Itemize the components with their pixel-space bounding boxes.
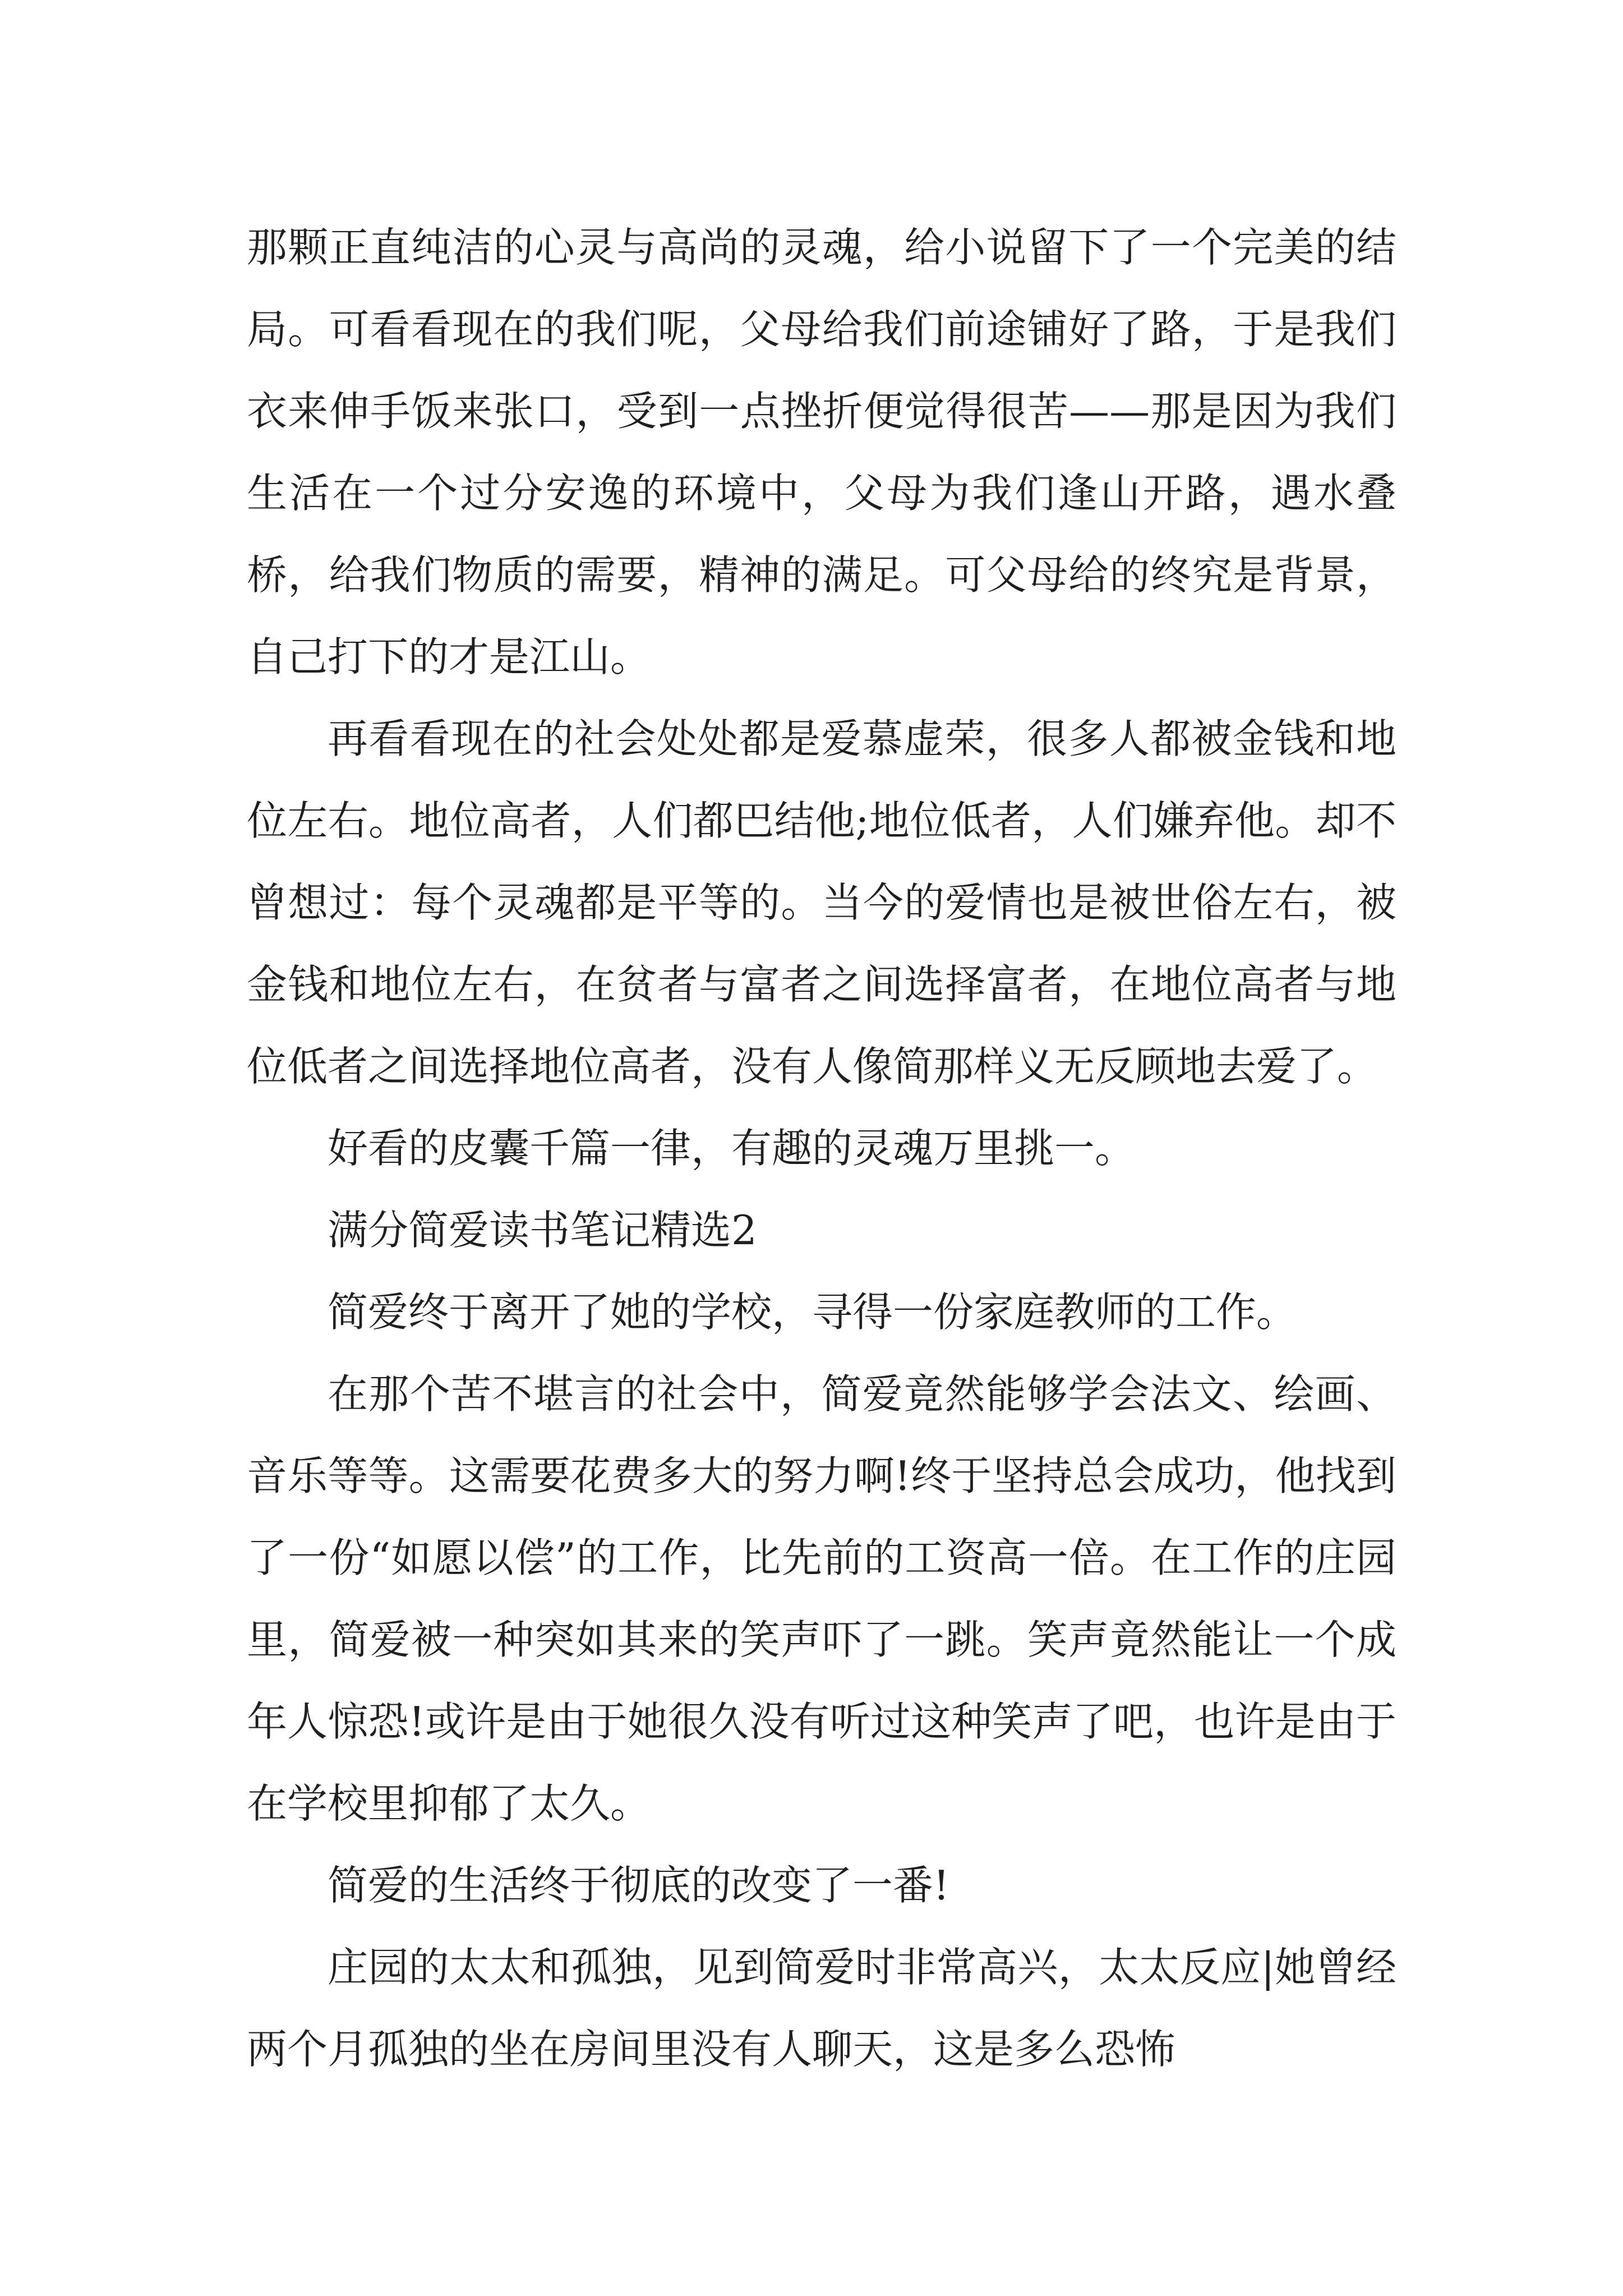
paragraph-1: 那颗正直纯洁的心灵与高尚的灵魂，给小说留下了一个完美的结局。可看看现在的我们呢，父母给我们前途铺好了路，于是我们衣来伸手饭来张口，受到一点挫折便觉得很苦——那是因为我们生活在一个过分安逸的环境中，父母为我们逢山开路，遇水叠桥，给我们物质的需要，精神的满足。可父母给的终究是背景，自己打下的才是江山。 bbox=[247, 224, 1396, 680]
paragraph-5: 在那个苦不堪言的社会中，简爱竟然能够学会法文、绘画、音乐等等。这需要花费多大的努力啊!终于坚持总会成功，他找到了一份“如愿以偿”的工作，比先前的工资高一倍。在工作的庄园里，简爱被一种突如其来的笑声吓了一跳。笑声竟然能让一个成年人惊恐!或许是由于她很久没有听过这种笑声了吧，也许是由于在学校里抑郁了太久。 bbox=[247, 1370, 1396, 1827]
paragraph-4: 简爱终于离开了她的学校，寻得一份家庭教师的工作。 bbox=[328, 1289, 1297, 1336]
paragraph-7: 庄园的太太和孤独，见到简爱时非常高兴，太太反应|她曾经两个月孤独的坐在房间里没有人聊天，这是多么恐怖 bbox=[247, 1944, 1396, 2073]
body-text bbox=[247, 206, 1396, 2090]
section-heading: 满分简爱读书笔记精选2 bbox=[328, 1207, 757, 1254]
paragraph-3: 好看的皮囊千篇一律，有趣的灵魂万里挑一。 bbox=[328, 1125, 1136, 1172]
paragraph-2: 再看看现在的社会处处都是爱慕虚荣，很多人都被金钱和地位左右。地位高者，人们都巴结他;地位低者，人们嫌弃他。却不曾想过：每个灵魂都是平等的。当今的爱情也是被世俗左右，被金钱和地位左右，在贫者与富者之间选择富者，在地位高者与地位低者之间选择地位高者，没有人像简那样义无反顾地去爱了。 bbox=[247, 715, 1396, 1090]
paragraph-6: 简爱的生活终于彻底的改变了一番! bbox=[328, 1862, 949, 1909]
